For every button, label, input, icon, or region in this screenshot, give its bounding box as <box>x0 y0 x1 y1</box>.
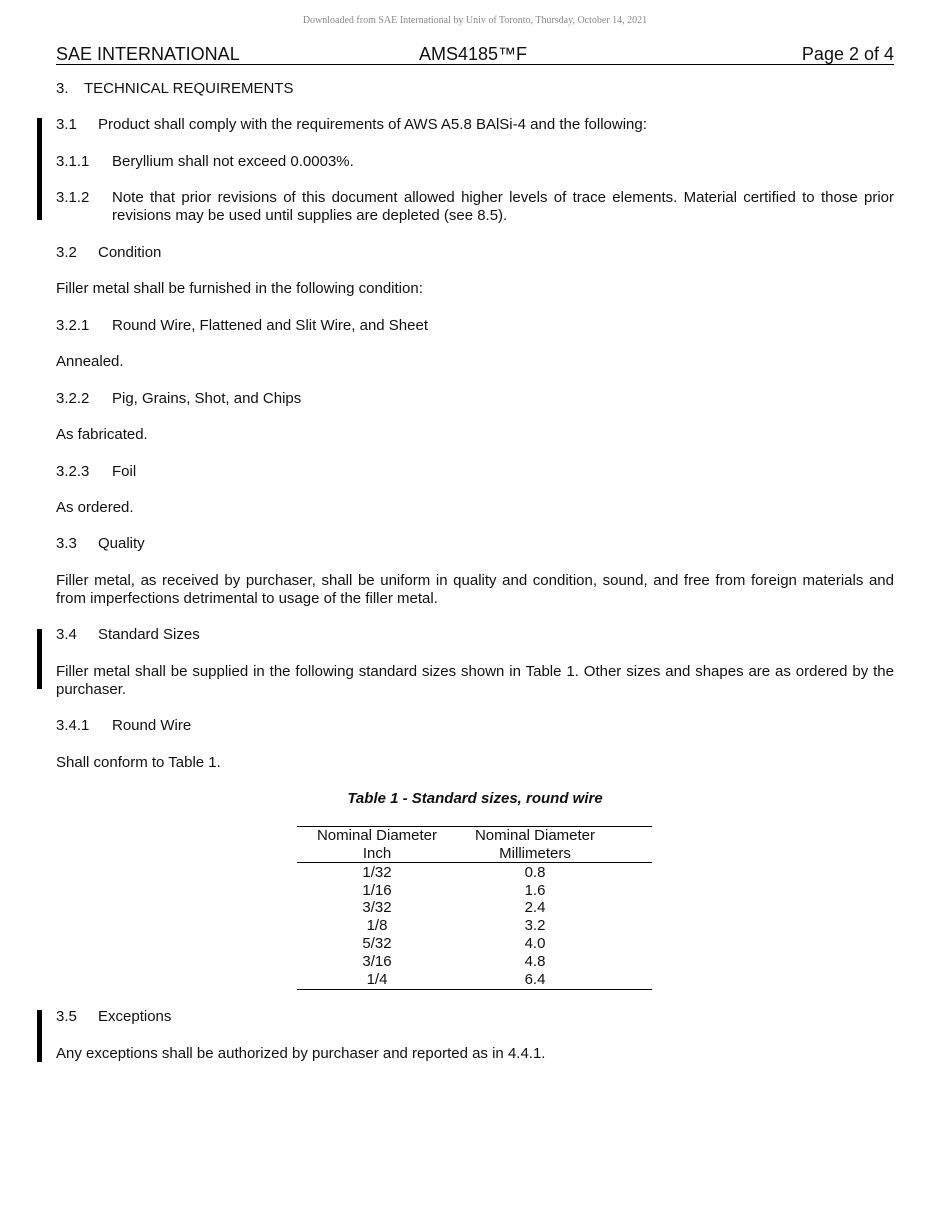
section-title: Quality <box>98 535 145 552</box>
section-title: Exceptions <box>98 1008 172 1025</box>
section-number: 3.4.1 <box>56 717 90 734</box>
header-page-number: Page 2 of 4 <box>801 44 894 64</box>
change-bar <box>37 118 42 220</box>
section-number: 3.2.3 <box>56 463 90 480</box>
table-bottom-rule <box>297 989 652 990</box>
section-number: 3.2.2 <box>56 390 90 407</box>
section-number: 3. <box>56 80 69 97</box>
section-number: 3.4 <box>56 626 77 643</box>
section-number: 3.1.2 <box>56 189 90 206</box>
table-cell-inch: 1/16 <box>362 882 392 899</box>
section-title: TECHNICAL REQUIREMENTS <box>84 80 294 97</box>
section-number: 3.3 <box>56 535 77 552</box>
table-header-line: Inch <box>362 845 392 862</box>
table-header-inch <box>297 827 457 863</box>
section-number: 3.2.1 <box>56 317 90 334</box>
table-caption: Table 1 - Standard sizes, round wire <box>347 790 603 807</box>
section-body: Any exceptions shall be authorized by purchaser and reported as in 4.4.1. <box>56 1045 546 1062</box>
section-title: Foil <box>112 463 137 480</box>
section-body: As fabricated. <box>56 426 148 443</box>
section-number: 3.2 <box>56 244 77 261</box>
section-body: Annealed. <box>56 353 124 370</box>
section-number: 3.1 <box>56 116 77 133</box>
table-cell-mm: 4.8 <box>524 953 546 970</box>
section-title: Round Wire <box>112 717 192 734</box>
section-body: Filler metal shall be furnished in the following condition: <box>56 280 423 297</box>
table-header-line: Millimeters <box>499 845 571 862</box>
table-cell-mm: 3.2 <box>524 917 546 934</box>
table-cell-inch: 1/4 <box>366 971 388 988</box>
table-cell-inch: 1/8 <box>366 917 388 934</box>
table-cell-mm: 0.8 <box>524 864 546 881</box>
section-body: As ordered. <box>56 499 134 516</box>
table-cell-mm: 6.4 <box>524 971 546 988</box>
section-number: 3.1.1 <box>56 153 90 170</box>
table-header-line: Nominal Diameter <box>474 827 596 844</box>
header-document-number: AMS4185™F <box>419 44 528 64</box>
section-number: 3.5 <box>56 1008 77 1025</box>
download-watermark: Downloaded from SAE International by Univ of Toronto, Thursday, October 14, 2021 <box>302 15 648 26</box>
table-header-rule <box>297 862 652 863</box>
table-cell-inch: 3/16 <box>362 953 392 970</box>
table-cell-inch: 5/32 <box>362 935 392 952</box>
change-bar <box>37 629 42 689</box>
section-text: Note that prior revisions of this document allowed higher levels of trace elements. Material certified to those prior revisions may be used until supplies are depleted (see 8.5). <box>112 189 894 224</box>
section-title: Condition <box>98 244 162 261</box>
section-text: Product shall comply with the requirements of AWS A5.8 BAlSi-4 and the following: <box>98 116 647 133</box>
table-cell-mm: 4.0 <box>524 935 546 952</box>
table-cell-mm: 1.6 <box>524 882 546 899</box>
table-header-mm <box>455 827 615 863</box>
header-publisher: SAE INTERNATIONAL <box>56 44 240 64</box>
section-title: Round Wire, Flattened and Slit Wire, and Sheet <box>112 317 428 334</box>
table-cell-inch: 1/32 <box>362 864 392 881</box>
section-body: Shall conform to Table 1. <box>56 754 221 771</box>
page-header <box>56 44 894 65</box>
section-body: Filler metal shall be supplied in the following standard sizes shown in Table 1. Other sizes and shapes are as ordered by the purchaser. <box>56 663 894 698</box>
table-cell-inch: 3/32 <box>362 899 392 916</box>
section-text: Beryllium shall not exceed 0.0003%. <box>112 153 354 170</box>
section-body: Filler metal, as received by purchaser, shall be uniform in quality and condition, sound, and free from foreign materials and from imperfections detrimental to usage of the filler metal. <box>56 572 894 607</box>
table-header-line: Nominal Diameter <box>316 827 438 844</box>
section-title: Standard Sizes <box>98 626 200 643</box>
table-cell-mm: 2.4 <box>524 899 546 916</box>
change-bar <box>37 1010 42 1062</box>
section-title: Pig, Grains, Shot, and Chips <box>112 390 302 407</box>
